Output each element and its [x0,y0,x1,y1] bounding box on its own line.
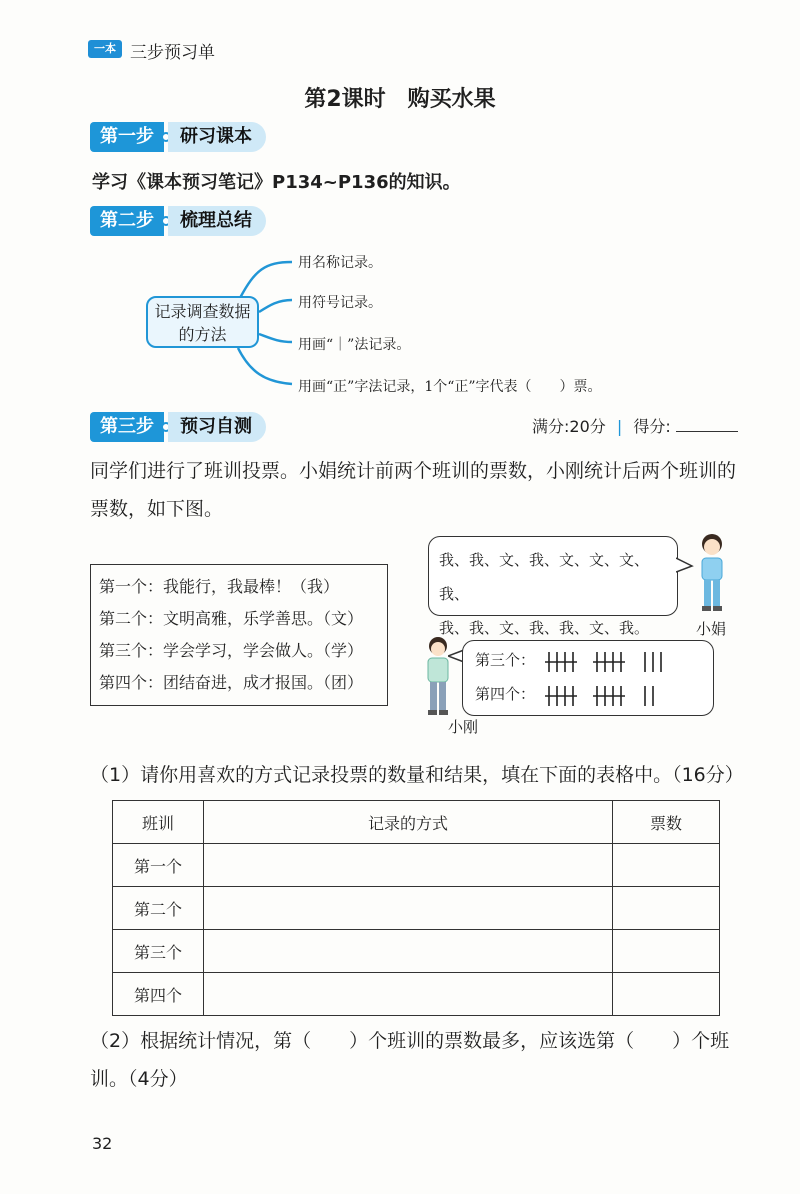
votes-cell[interactable] [613,887,720,930]
tally-row-4 [475,683,535,713]
mindmap-branch-3: 用画“｜”法记录。 [298,337,411,353]
method-cell[interactable] [204,973,613,1016]
row-label: 第二个 [113,887,204,930]
method-cell[interactable] [204,887,613,930]
step2-tag: 第二步 [90,206,164,236]
mindmap-branch-1: 用名称记录。 [298,255,382,271]
motto-box [90,564,388,706]
step2-name: 梳理总结 [168,206,266,236]
xiaogang-bubble [462,640,714,716]
mindmap-branch-2: 用符号记录。 [298,295,382,311]
table-row [113,930,720,973]
xiaojuan-name: 小娟 [696,620,727,638]
xiaojuan-votes-line2: 我、我、文、我、我、文、我。 [439,619,650,637]
method-cell[interactable] [204,930,613,973]
lesson-title: 第2课时 购买水果 [304,87,496,112]
mindmap-center: 记录调查数据的方法 [146,296,259,348]
xiaojuan-figure-icon [688,530,738,620]
votes-cell[interactable] [613,973,720,1016]
col-header-votes: 票数 [613,801,720,844]
tally-row-3 [475,649,535,679]
motto-4: 第四个：团结奋进，成才报国。（团） [99,673,364,692]
tally-marks-4 [545,683,705,709]
table-row [113,973,720,1016]
step3-name: 预习自测 [168,412,266,442]
table-row [113,844,720,887]
series-logo: 一本 [88,40,122,58]
tally-label-3: 第三个： [475,651,536,669]
xiaojuan-votes-line1: 我、我、文、我、文、文、文、我、 [439,551,650,603]
votes-cell[interactable] [613,930,720,973]
col-header-motto: 班训 [113,801,204,844]
step3-tag: 第三步 [90,412,164,442]
header-title: 三步预习单 [130,43,215,63]
mindmap-branch-4: 用画“正”字法记录，1个“正”字代表（ ）票。 [298,379,602,395]
got-score-label: 得分: [633,417,671,436]
table-row [113,887,720,930]
score-separator: | [616,417,623,436]
record-table [112,800,720,1016]
tally-marks-3 [545,649,705,675]
row-label: 第三个 [113,930,204,973]
method-cell[interactable] [204,844,613,887]
step1-text: 学习《课本预习笔记》P134~P136的知识。 [92,172,461,193]
table-header-row [113,801,720,844]
row-label: 第四个 [113,973,204,1016]
tally-label-4: 第四个： [475,685,536,703]
motto-2: 第二个：文明高雅，乐学善思。（文） [99,609,364,628]
mindmap-connectors [0,0,800,420]
question-2-cont: 训。（4分） [90,1068,188,1090]
question-2: （2）根据统计情况，第（ ）个班训的票数最多，应该选第（ ）个班 [90,1030,730,1052]
col-header-method: 记录的方式 [204,801,613,844]
xiaojuan-bubble [428,536,678,637]
score-line [532,414,738,437]
page-number: 32 [92,1134,113,1153]
motto-3: 第三个：学会学习，学会做人。（学） [99,641,364,660]
xiaogang-name: 小刚 [448,718,479,736]
motto-1: 第一个：我能行，我最棒！（我） [99,577,340,596]
step3-intro: 同学们进行了班训投票。小娟统计前两个班训的票数，小刚统计后两个班训的票数，如下图。 [90,460,737,520]
votes-cell[interactable] [613,844,720,887]
question-1: （1）请你用喜欢的方式记录投票的数量和结果，填在下面的表格中。（16分） [90,764,744,786]
row-label: 第一个 [113,844,204,887]
step1-name: 研习课本 [168,122,266,152]
step1-tag: 第一步 [90,122,164,152]
full-score: 满分:20分 [532,417,606,436]
score-blank[interactable] [676,417,738,432]
step3-banner [90,412,280,442]
